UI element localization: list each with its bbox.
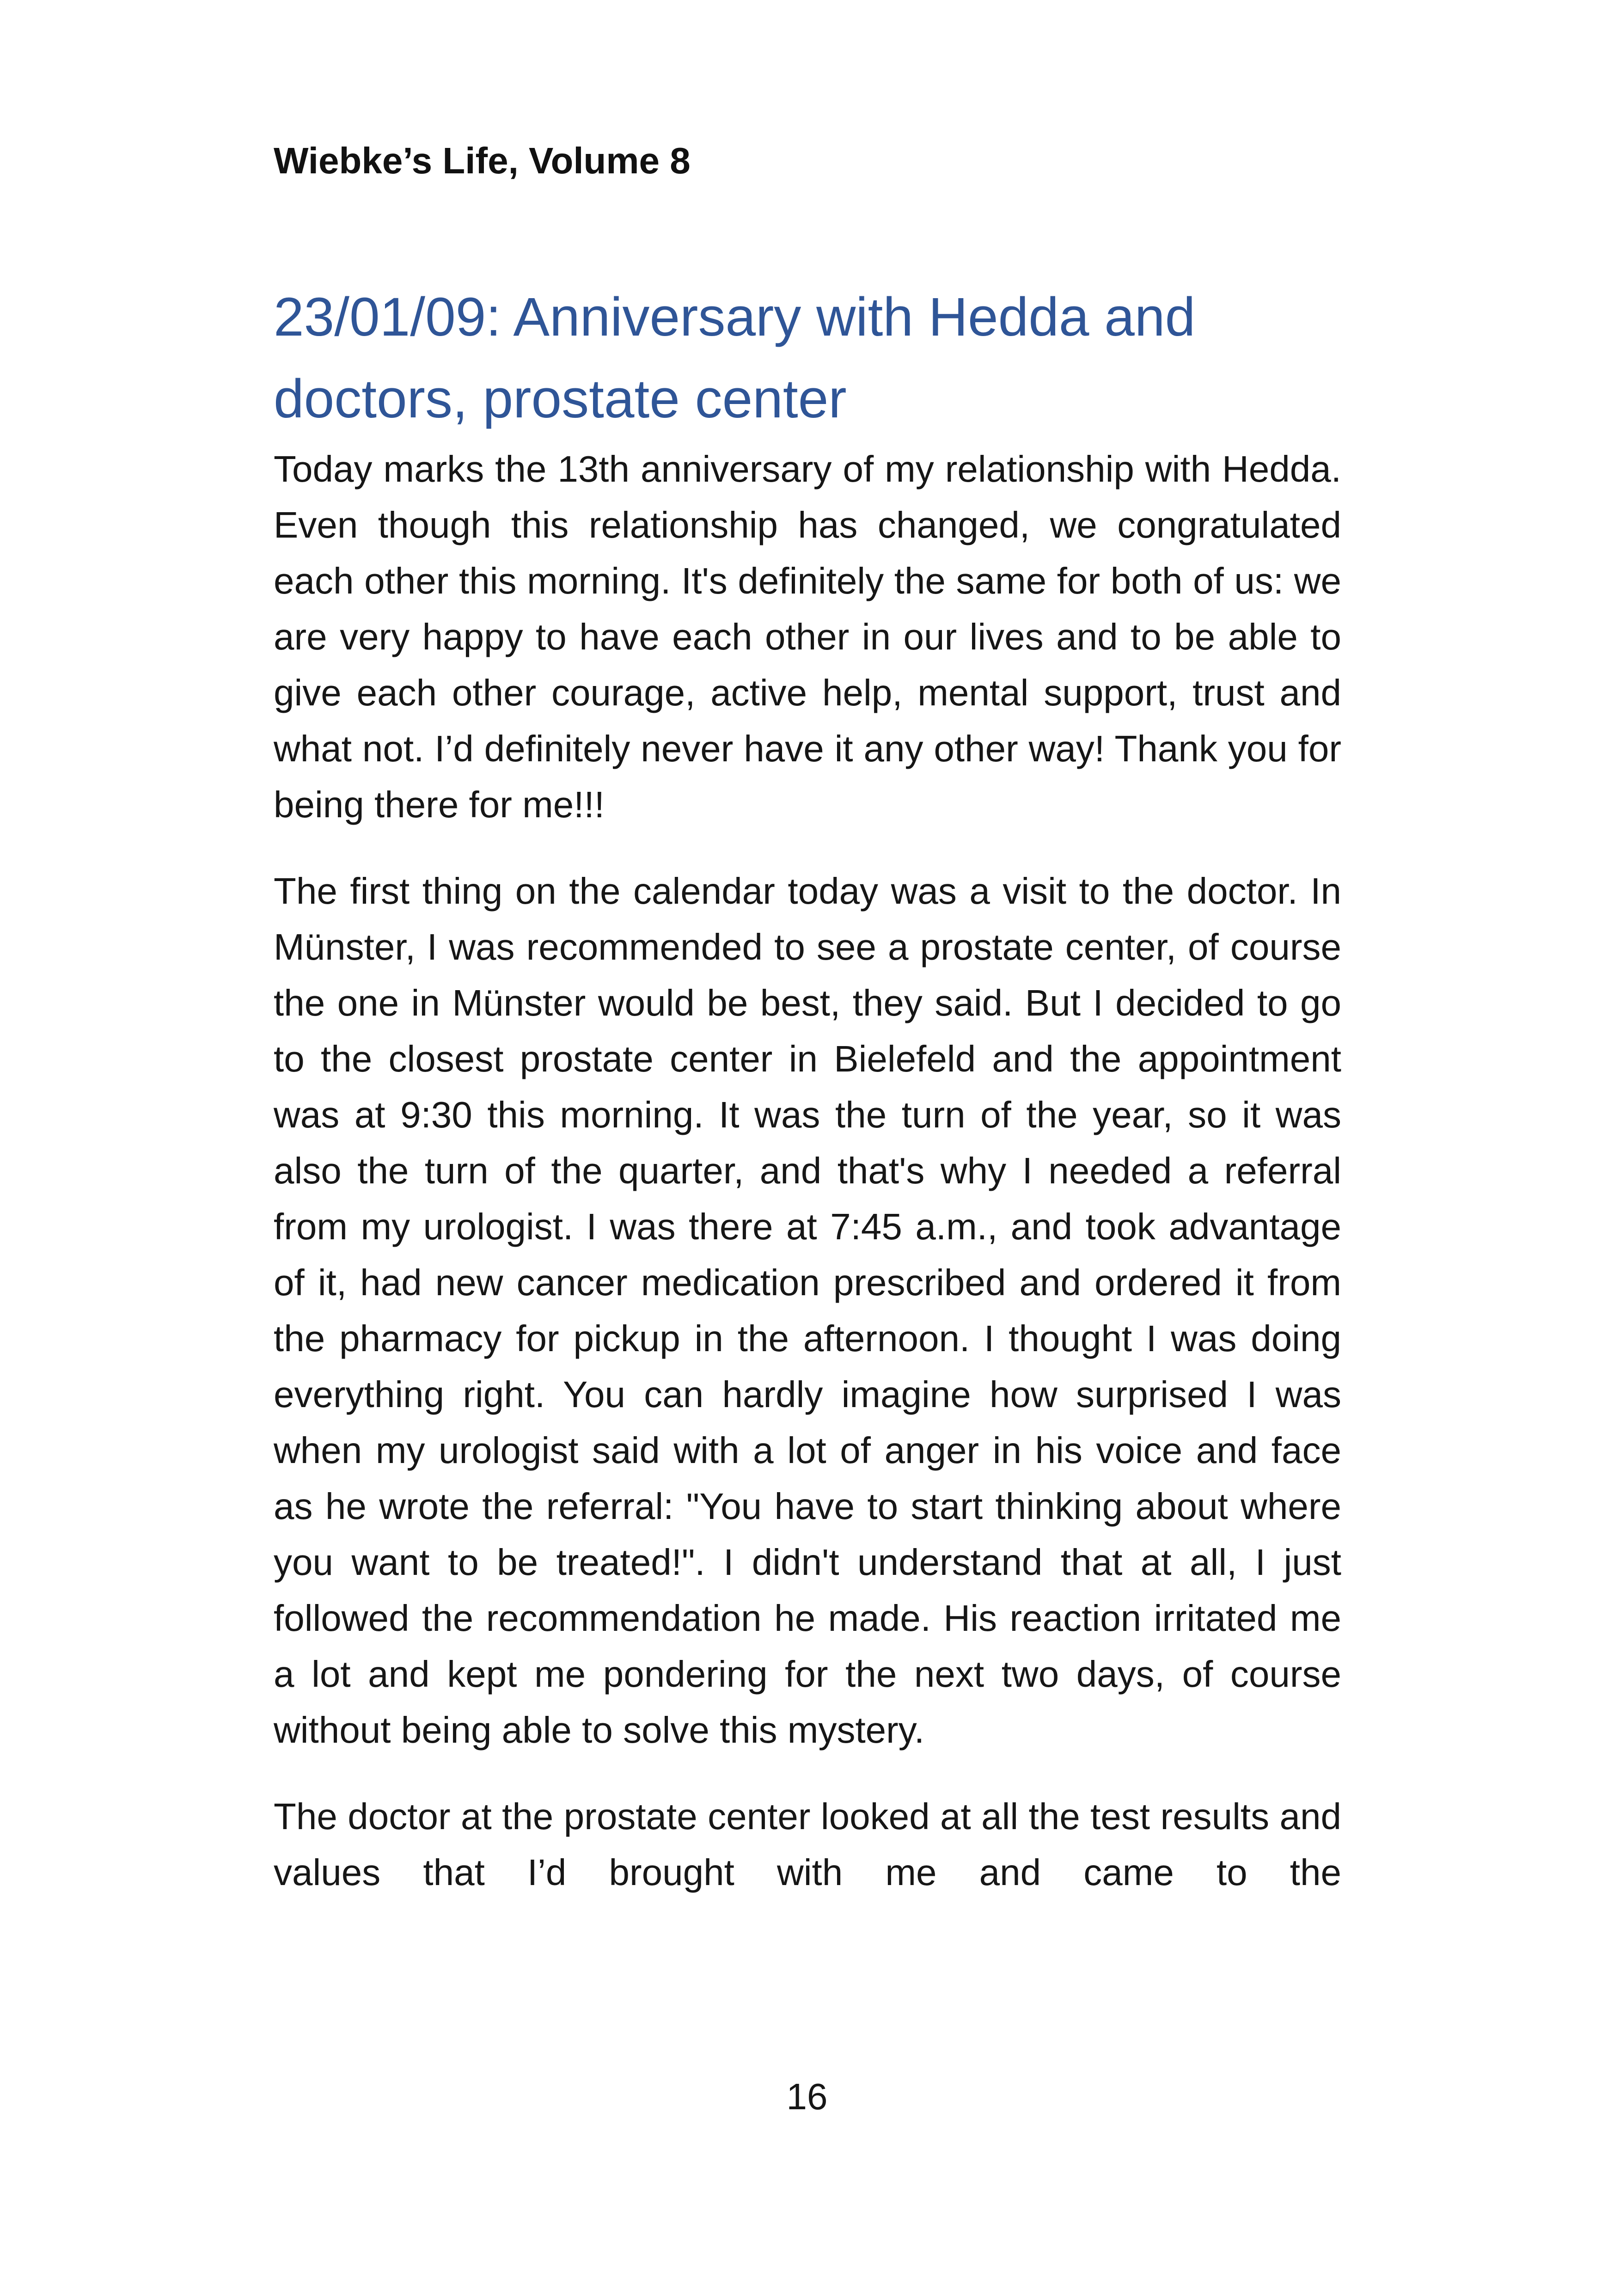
body-text — [274, 441, 1341, 1931]
page-number: 16 — [786, 2076, 828, 2117]
chapter-title: 23/01/09: Anniversary with Hedda and doctors, prostate center — [274, 287, 1196, 429]
paragraph-doctor-visit: The first thing on the calendar today was a visit to the doctor. In Münster, I was recommended to see a prostate center, of course the one in Münster would be best, they said. But I decided to go to the closest prostate center in Bielefeld and the appointment was at 9:30 this morning. It was the turn of the year, so it was also the turn of the quarter, and that's why I needed a referral from my urologist. I was there at 7:45 a.m., and took advantage of it, had new cancer medication prescribed and ordered it from the pharmacy for pickup in the afternoon. I thought I was doing everything right. You can hardly imagine how surprised I was when my urologist said with a lot of anger in his voice and face as he wrote the referral: "You have to start thinking about where you want to be treated!". I didn't understand that at all, I just followed the recommendation he made. His reaction irritated me a lot and kept me pondering for the next two days, of course without being able to solve this mystery. — [274, 870, 1341, 1751]
paragraph-anniversary: Today marks the 13th anniversary of my relationship with Hedda. Even though this relationship has changed, we congratulated each other this morning. It's definitely the same for both of us: we are very happy to have each other in our lives and to be able to give each other courage, active help, mental support, trust and what not. I’d definitely never have it any other way! Thank you for being there for me!!! — [274, 448, 1341, 825]
paragraph-prostate-center: The doctor at the prostate center looked at all the test results and values that I’d brought with me and came to the — [274, 1796, 1341, 1893]
running-header: Wiebke’s Life, Volume 8 — [274, 140, 691, 181]
